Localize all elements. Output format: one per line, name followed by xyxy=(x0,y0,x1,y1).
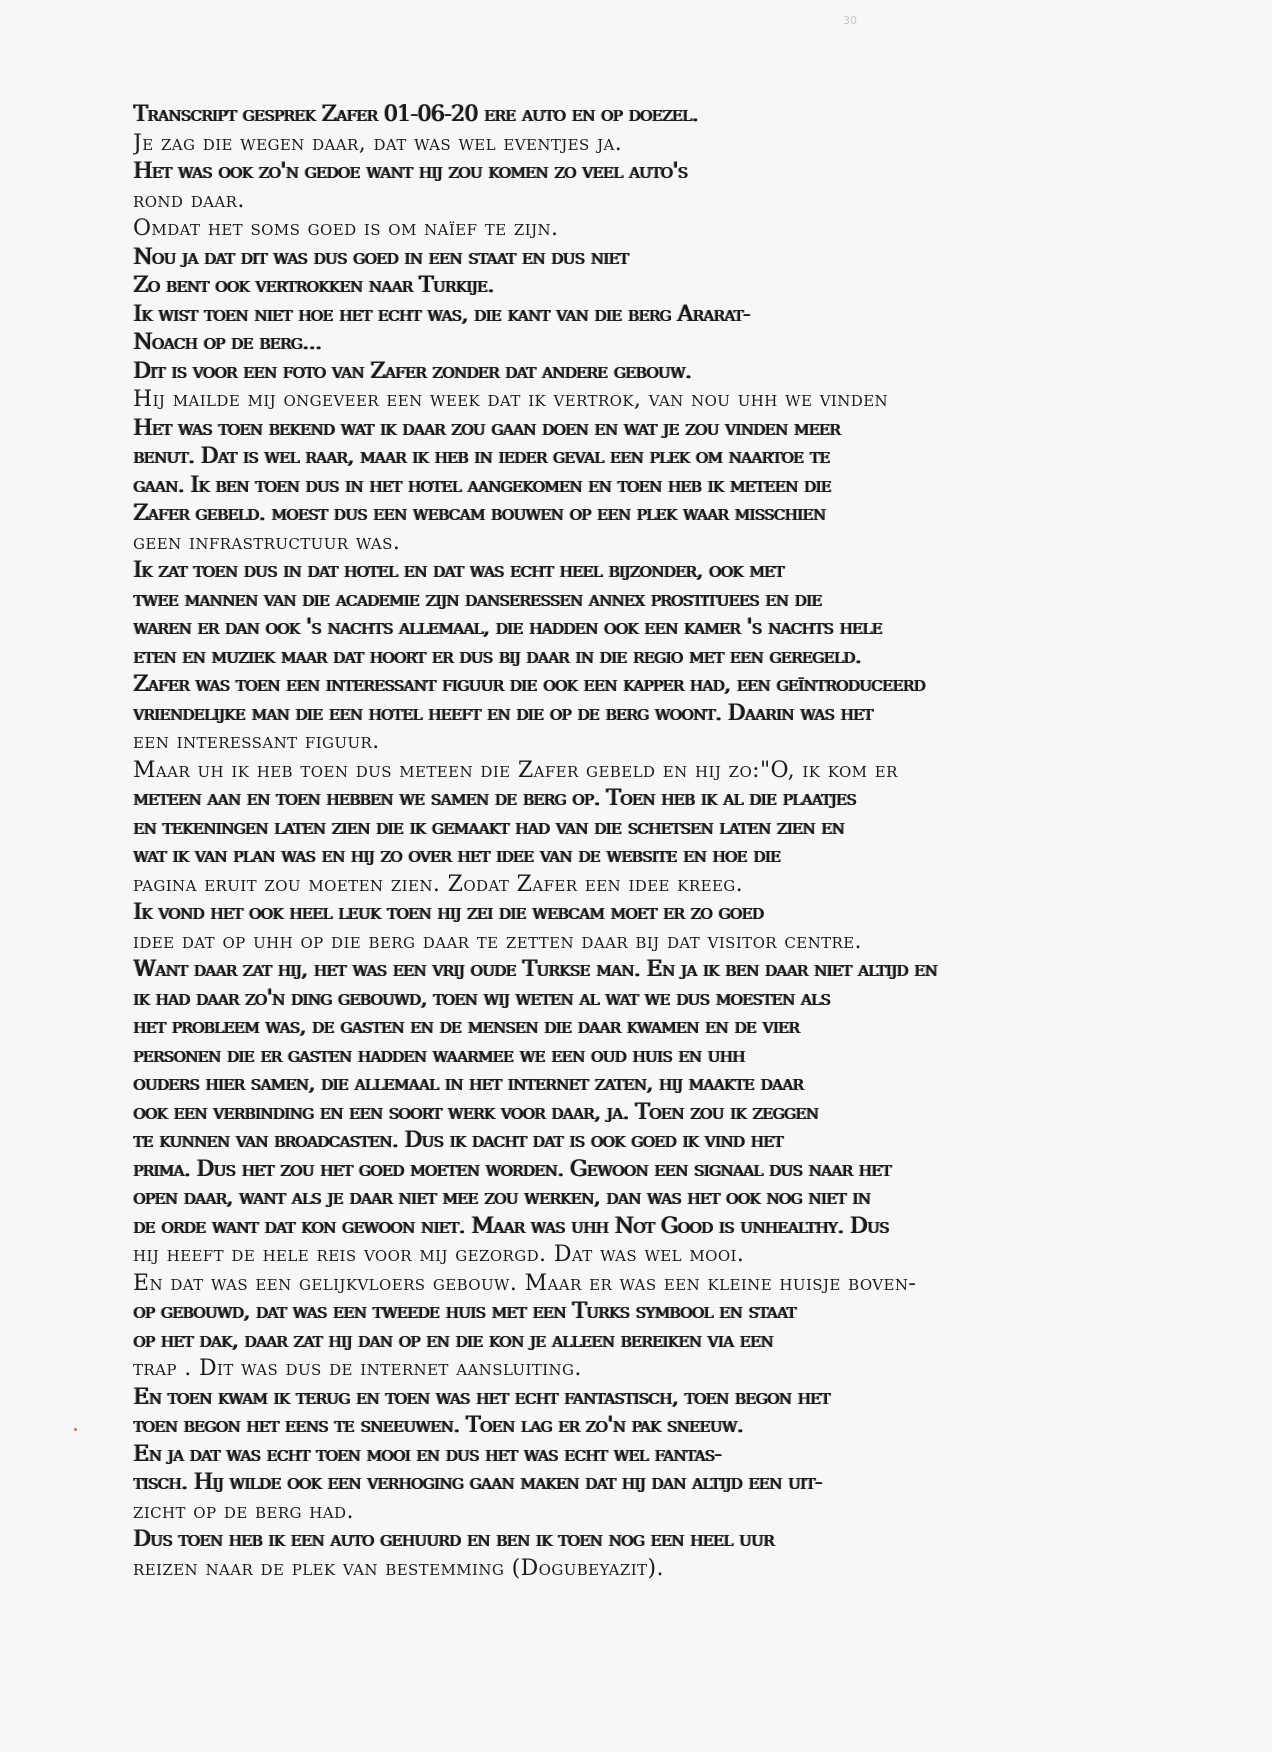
transcript-line: ik had daar zo'n ding gebouwd, toen wij weten al wat we dus moesten als xyxy=(133,985,830,1011)
transcript-line: te kunnen van broadcasten. Dus ik dacht dat is ook goed ik vind het xyxy=(133,1128,783,1153)
transcript-line: ouders hier samen, die allemaal in het internet zaten, hij maakte daar xyxy=(133,1071,803,1096)
transcript-line: Want daar zat hij, het was een vrij oude Turkse man. En ja ik ben daar niet altijd en xyxy=(133,957,937,982)
transcript-line: Dus toen heb ik een auto gehuurd en ben ik toen nog een heel uur xyxy=(133,1527,774,1552)
transcript-line: en tekeningen laten zien die ik gemaakt had van die schetsen laten zien en xyxy=(133,814,844,840)
transcript-line: ook een verbinding en een soort werk voor daar, ja. Toen zou ik zeggen xyxy=(133,1099,819,1125)
transcript-text xyxy=(133,101,1143,1583)
transcript-line: reizen naar de plek van bestemming (Dogubeyazit). xyxy=(133,1555,664,1581)
transcript-line: Ik zat toen dus in dat hotel en dat was echt heel bijzonder, ook met xyxy=(133,558,784,583)
transcript-line: pagina eruit zou moeten zien. Zodat Zafer een idee kreeg. xyxy=(133,871,744,897)
transcript-line: Maar uh ik heb toen dus meteen die Zafer gebeld en hij zo:"O, ik kom er xyxy=(133,757,898,783)
transcript-line: gaan. Ik ben toen dus in het hotel aangekomen en toen heb ik meteen die xyxy=(133,472,831,498)
transcript-line: op gebouwd, dat was een tweede huis met een Turks symbool en staat xyxy=(133,1299,796,1324)
transcript-line: En dat was een gelijkvloers gebouw. Maar er was een kleine huisje boven- xyxy=(133,1270,917,1296)
transcript-line: vriendelijke man die een hotel heeft en die op de berg woont. Daarin was het xyxy=(133,700,873,726)
ink-dot xyxy=(74,1428,77,1431)
transcript-line: toen begon het eens te sneeuwen. Toen lag er zo'n pak sneeuw. xyxy=(133,1413,743,1438)
transcript-line: Het was ook zo'n gedoe want hij zou komen zo veel auto's xyxy=(133,159,688,184)
transcript-line: een interessant figuur. xyxy=(133,729,380,754)
transcript-line: meteen aan en toen hebben we samen de berg op. Toen heb ik al die plaatjes xyxy=(133,786,856,811)
transcript-line: Zafer gebeld. moest dus een webcam bouwen op een plek waar misschien xyxy=(133,501,826,526)
transcript-line: Ik wist toen niet hoe het echt was, die kant van die berg Ararat- xyxy=(133,301,750,327)
transcript-line: Zo bent ook vertrokken naar Turkije. xyxy=(133,273,494,298)
transcript-line: twee mannen van die academie zijn danseressen annex prostituees en die xyxy=(133,586,822,612)
transcript-line: Hij mailde mij ongeveer een week dat ik vertrok, van nou uhh we vinden xyxy=(133,387,889,412)
transcript-line: waren er dan ook 's nachts allemaal, die hadden ook een kamer 's nachts hele xyxy=(133,615,882,640)
transcript-line: Je zag die wegen daar, dat was wel eventjes ja. xyxy=(133,130,623,156)
transcript-line: trap . Dit was dus de internet aansluiting. xyxy=(133,1356,582,1381)
transcript-line: eten en muziek maar dat hoort er dus bij daar in die regio met een geregeld. xyxy=(133,643,861,669)
transcript-line: Omdat het soms goed is om naïef te zijn. xyxy=(133,216,559,241)
transcript-line: zicht op de berg had. xyxy=(133,1498,354,1524)
transcript-line: Zafer was toen een interessant figuur die ook een kapper had, een geïntroduceerd xyxy=(133,672,925,697)
transcript-line: personen die er gasten hadden waarmee we een oud huis en uhh xyxy=(133,1042,745,1068)
transcript-line: wat ik van plan was en hij zo over het idee van de website en hoe die xyxy=(133,843,781,868)
transcript-line: idee dat op uhh op die berg daar te zetten daar bij dat visitor centre. xyxy=(133,928,862,954)
transcript-line: prima. Dus het zou het goed moeten worden. Gewoon een signaal dus naar het xyxy=(133,1156,891,1182)
transcript-line: Dit is voor een foto van Zafer zonder dat andere gebouw. xyxy=(133,358,692,384)
transcript-line: Ik vond het ook heel leuk toen hij zei die webcam moet er zo goed xyxy=(133,900,764,925)
transcript-line: op het dak, daar zat hij dan op en die kon je alleen bereiken via een xyxy=(133,1327,773,1353)
transcript-line: rond daar. xyxy=(133,187,245,213)
transcript-line: de orde want dat kon gewoon niet. Maar was uhh Not Good is unhealthy. Dus xyxy=(133,1213,889,1239)
transcript-line: tisch. Hij wilde ook een verhoging gaan maken dat hij dan altijd een uit- xyxy=(133,1470,822,1495)
transcript-line: Nou ja dat dit was dus goed in een staat en dus niet xyxy=(133,244,629,270)
transcript-line: Noach op de berg... xyxy=(133,330,322,355)
transcript-line: En toen kwam ik terug en toen was het echt fantastisch, toen begon het xyxy=(133,1384,830,1410)
transcript-line: Het was toen bekend wat ik daar zou gaan doen en wat je zou vinden meer xyxy=(133,415,840,441)
transcript-line: Transcript gesprek Zafer 01-06-20 ere auto en op doezel. xyxy=(133,102,698,127)
transcript-line: hij heeft de hele reis voor mij gezorgd. Dat was wel mooi. xyxy=(133,1242,745,1267)
transcript-line: het probleem was, de gasten en de mensen die daar kwamen en de vier xyxy=(133,1014,799,1039)
page-number: 30 xyxy=(843,14,857,27)
transcript-line: geen infrastructuur was. xyxy=(133,529,401,555)
transcript-line: benut. Dat is wel raar, maar ik heb in ieder geval een plek om naartoe te xyxy=(133,444,830,469)
transcript-line: En ja dat was echt toen mooi en dus het was echt wel fantas- xyxy=(133,1441,721,1467)
transcript-line: open daar, want als je daar niet mee zou werken, dan was het ook nog niet in xyxy=(133,1185,871,1210)
